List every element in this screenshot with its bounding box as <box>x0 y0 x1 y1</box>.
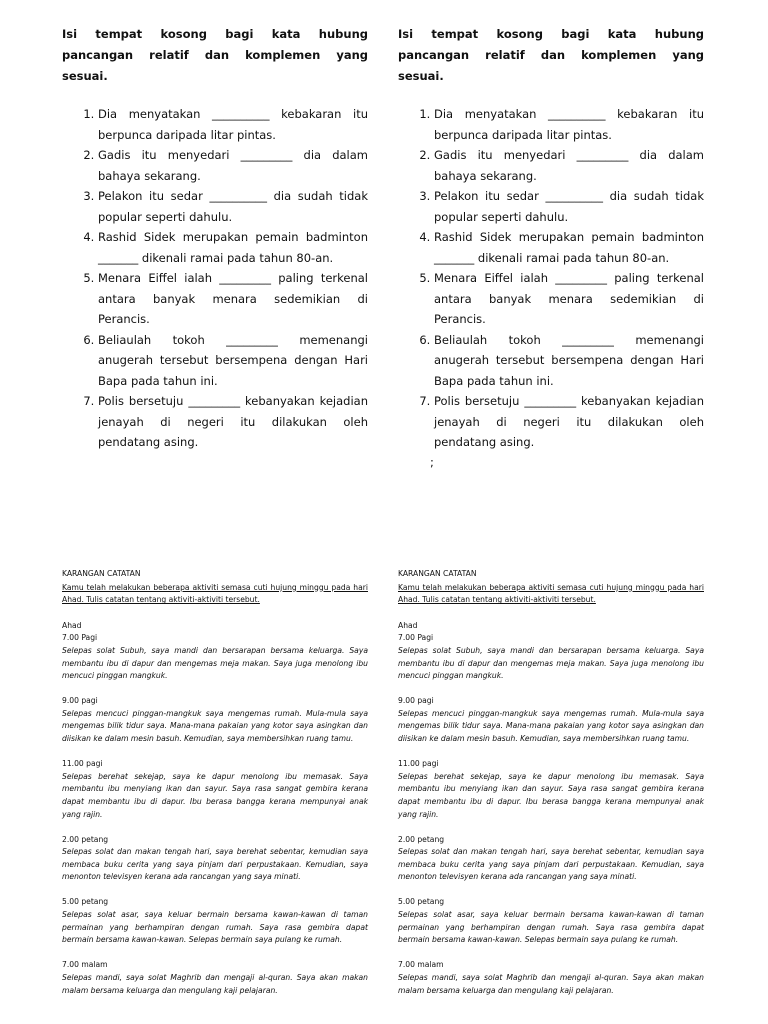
question-item: 6. Beliaulah tokoh _________ memenangi anugerah tersebut bersempena dengan Hari Bapa pada tahun ini. <box>434 330 704 392</box>
essay-task: Kamu telah melakukan beberapa aktiviti semasa cuti hujung minggu pada hari Ahad. Tulis catatan tentang aktiviti-aktiviti tersebut. <box>398 582 704 605</box>
question-item: 1. Dia menyatakan __________ kebakaran itu berpunca daripada litar pintas. <box>98 104 368 145</box>
essay-title: KARANGAN CATATAN <box>62 569 141 578</box>
section-time: 2.00 petang <box>62 834 109 844</box>
question-item: 3. Pelakon itu sedar __________ dia sudah tidak popular seperti dahulu. <box>434 186 704 227</box>
section-time: 11.00 pagi <box>398 759 439 769</box>
question-item: 7. Polis bersetuju _________ kebanyakan kejadian jenayah di negeri itu dilakukan oleh pendatang asing. <box>434 391 704 453</box>
question-list <box>398 104 704 453</box>
question-item: 3. Pelakon itu sedar __________ dia sudah tidak popular seperti dahulu. <box>98 186 368 227</box>
section-time: 7.00 malam <box>398 960 444 970</box>
section-body: Selepas solat Subuh, saya mandi dan bersarapan bersama keluarga. Saya membantu ibu di dapur dan mengemas meja makan. Saya juga menolong ibu mencuci pinggan mangkuk. <box>62 645 368 681</box>
section-body: Selepas mandi, saya solat Maghrib dan mengaji al-quran. Saya akan makan malam bersama keluarga dan mengulang kaji pelajaran. <box>62 972 368 995</box>
section-time: 5.00 petang <box>398 897 445 907</box>
worksheet-heading: Isi tempat kosong bagi kata hubung pancangan relatif dan komplemen yang sesuai. <box>398 27 704 83</box>
essay-section <box>62 896 368 946</box>
essay-section <box>398 632 704 682</box>
essay-day: Ahad <box>62 620 82 630</box>
section-body: Selepas mencuci pinggan-mangkuk saya mengemas rumah. Mula-mula saya mengemas bilik tidur saya. Mana-mana pakaian yang kotor saya asingkan dan diisikan ke dalam mesin basuh. Kemudian, saya membersihkan ruang tamu. <box>62 708 368 744</box>
essay-day: Ahad <box>398 620 418 630</box>
essay-section <box>62 959 368 997</box>
question-item: 4. Rashid Sidek merupakan pemain badminton _______ dikenali ramai pada tahun 80-an. <box>434 227 704 268</box>
essay-task: Kamu telah melakukan beberapa aktiviti semasa cuti hujung minggu pada hari Ahad. Tulis catatan tentang aktiviti-aktiviti tersebut. <box>62 582 368 605</box>
question-item: 2. Gadis itu menyedari _________ dia dalam bahaya sekarang. <box>98 145 368 186</box>
question-item: 7. Polis bersetuju _________ kebanyakan kejadian jenayah di negeri itu dilakukan oleh pendatang asing. <box>98 391 368 453</box>
essay-section <box>398 896 704 946</box>
question-list <box>62 104 368 453</box>
section-body: Selepas solat dan makan tengah hari, saya berehat sebentar, kemudian saya membaca buku cerita yang saya pinjam dari perpustakaan. Kemudian, saya menonton televisyen kerana ada rancangan yang saya minati. <box>398 847 704 882</box>
essay-section <box>62 758 368 821</box>
essay-section <box>398 695 704 745</box>
section-time: 9.00 pagi <box>398 696 434 706</box>
question-item: 4. Rashid Sidek merupakan pemain badminton _______ dikenali ramai pada tahun 80-an. <box>98 227 368 268</box>
section-body: Selepas mandi, saya solat Maghrib dan mengaji al-quran. Saya akan makan malam bersama keluarga dan mengulang kaji pelajaran. <box>398 972 704 995</box>
essay-section <box>398 758 704 821</box>
essay-section <box>398 834 704 884</box>
section-body: Selepas berehat sekejap, saya ke dapur menolong ibu memasak. Saya membantu ibu menyiang ikan dan sayur. Saya rasa sangat gembira kerana dapat membantu ibu di dapur. Ibu berasa bangga kerana mempunyai anak yang rajin. <box>62 771 368 819</box>
essay-section <box>62 632 368 682</box>
section-body: Selepas solat dan makan tengah hari, saya berehat sebentar, kemudian saya membaca buku cerita yang saya pinjam dari perpustakaan. Kemudian, saya menonton televisyen kerana ada rancangan yang saya minati. <box>62 847 368 882</box>
section-time: 7.00 Pagi <box>398 633 434 643</box>
essay-section <box>398 959 704 997</box>
section-time: 11.00 pagi <box>62 759 103 769</box>
section-body: Selepas solat asar, saya keluar bermain bersama kawan-kawan di taman permainan yang berhampiran dengan rumah. Saya rasa gembira dapat bermain bersama kawan-kawan. Selepas bermain saya pulang ke rumah. <box>62 910 368 945</box>
worksheet-heading: Isi tempat kosong bagi kata hubung pancangan relatif dan komplemen yang sesuai. <box>62 27 368 83</box>
section-time: 7.00 Pagi <box>62 633 98 643</box>
question-item: 1. Dia menyatakan __________ kebakaran itu berpunca daripada litar pintas. <box>434 104 704 145</box>
question-item: 2. Gadis itu menyedari _________ dia dalam bahaya sekarang. <box>434 145 704 186</box>
section-body: Selepas berehat sekejap, saya ke dapur menolong ibu memasak. Saya membantu ibu menyiang ikan dan sayur. Saya rasa sangat gembira kerana dapat membantu ibu di dapur. Ibu berasa bangga kerana mempunyai anak yang rajin. <box>398 771 704 819</box>
section-time: 5.00 petang <box>62 897 109 907</box>
essay-section <box>62 834 368 884</box>
section-body: Selepas mencuci pinggan-mangkuk saya mengemas rumah. Mula-mula saya mengemas bilik tidur saya. Mana-mana pakaian yang kotor saya asingkan dan diisikan ke dalam mesin basuh. Kemudian, saya membersihkan ruang tamu. <box>398 708 704 744</box>
section-body: Selepas solat Subuh, saya mandi dan bersarapan bersama keluarga. Saya membantu ibu di dapur dan mengemas meja makan. Saya juga menolong ibu mencuci pinggan mangkuk. <box>398 645 704 681</box>
section-time: 7.00 malam <box>62 960 108 970</box>
essay-block <box>62 568 368 1010</box>
question-item: 5. Menara Eiffel ialah _________ paling terkenal antara banyak menara sedemikian di Perancis. <box>434 268 704 330</box>
section-body: Selepas solat asar, saya keluar bermain bersama kawan-kawan di taman permainan yang berhampiran dengan rumah. Saya rasa gembira dapat bermain bersama kawan-kawan. Selepas bermain saya pulang ke rumah. <box>398 910 704 945</box>
section-time: 9.00 pagi <box>62 696 98 706</box>
essay-block <box>398 568 704 1010</box>
essay-title: KARANGAN CATATAN <box>398 569 477 578</box>
stray-mark: ; <box>430 455 434 469</box>
section-time: 2.00 petang <box>398 834 445 844</box>
question-item: 5. Menara Eiffel ialah _________ paling terkenal antara banyak menara sedemikian di Perancis. <box>98 268 368 330</box>
question-item: 6. Beliaulah tokoh _________ memenangi anugerah tersebut bersempena dengan Hari Bapa pada tahun ini. <box>98 330 368 392</box>
essay-section <box>62 695 368 745</box>
